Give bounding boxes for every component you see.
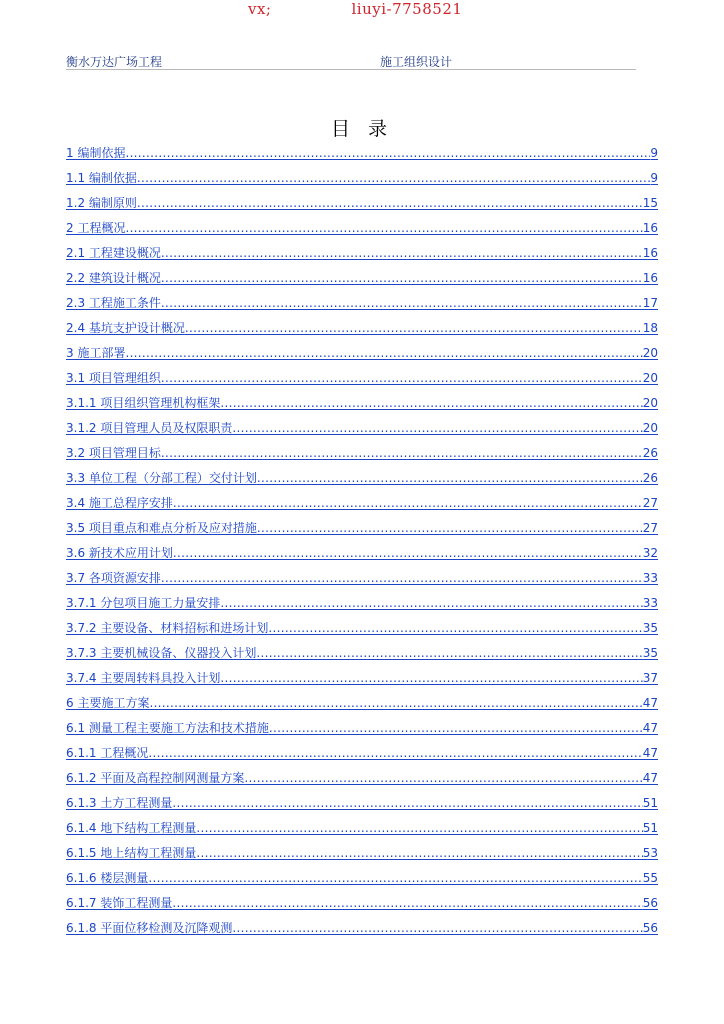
toc-entry-page: 26 bbox=[642, 446, 658, 460]
toc-entry-page: 15 bbox=[642, 196, 658, 210]
toc-leader-dots bbox=[125, 221, 642, 236]
toc-leader-dots bbox=[149, 696, 642, 711]
toc-entry[interactable] bbox=[66, 361, 658, 386]
toc-entry[interactable] bbox=[66, 136, 658, 161]
toc-entry-title: 2.4 基坑支护设计概况 bbox=[66, 321, 185, 335]
toc-entry-page: 32 bbox=[642, 546, 658, 560]
toc-entry-page: 35 bbox=[642, 621, 658, 635]
toc-entry-title: 6.1.1 工程概况 bbox=[66, 746, 149, 760]
toc-leader-dots bbox=[257, 521, 643, 536]
toc-entry[interactable] bbox=[66, 661, 658, 686]
toc-entry[interactable] bbox=[66, 836, 658, 861]
toc-entry[interactable] bbox=[66, 286, 658, 311]
toc-entry-page: 47 bbox=[642, 771, 658, 785]
toc-leader-dots bbox=[137, 196, 643, 211]
toc-leader-dots bbox=[244, 771, 642, 786]
toc-entry-page: 51 bbox=[642, 821, 658, 835]
toc-entry[interactable] bbox=[66, 511, 658, 536]
toc-entry-page: 9 bbox=[650, 146, 658, 160]
toc-entry-title: 1 编制依据 bbox=[66, 146, 126, 160]
toc-entry-page: 20 bbox=[642, 396, 658, 410]
toc-entry-page: 27 bbox=[642, 496, 658, 510]
toc-entry-title: 3.7.3 主要机械设备、仪器投入计划 bbox=[66, 646, 257, 660]
toc-entry[interactable] bbox=[66, 686, 658, 711]
toc-leader-dots bbox=[196, 821, 642, 836]
toc-leader-dots bbox=[161, 371, 643, 386]
toc-entry-title: 2.1 工程建设概况 bbox=[66, 246, 161, 260]
watermark-right: liuyi-7758521 bbox=[351, 0, 463, 18]
toc-entry-page: 16 bbox=[642, 221, 658, 235]
toc-entry-page: 18 bbox=[642, 321, 658, 335]
toc-entry-page: 47 bbox=[642, 696, 658, 710]
toc-entry-page: 56 bbox=[642, 921, 658, 935]
toc-entry[interactable] bbox=[66, 461, 658, 486]
toc-entry-title: 6 主要施工方案 bbox=[66, 696, 150, 710]
toc-entry-title: 6.1.6 楼层测量 bbox=[66, 871, 149, 885]
toc-entry[interactable] bbox=[66, 611, 658, 636]
toc-leader-dots bbox=[125, 146, 650, 161]
toc-entry[interactable] bbox=[66, 711, 658, 736]
toc-entry[interactable] bbox=[66, 911, 658, 936]
toc-entry[interactable] bbox=[66, 236, 658, 261]
toc-entry-page: 33 bbox=[642, 596, 658, 610]
toc-entry-page: 17 bbox=[642, 296, 658, 310]
toc-entry[interactable] bbox=[66, 436, 658, 461]
toc-entry-page: 33 bbox=[642, 571, 658, 585]
toc-entry-page: 16 bbox=[642, 271, 658, 285]
toc-entry[interactable] bbox=[66, 811, 658, 836]
toc-entry-title: 2.2 建筑设计概况 bbox=[66, 271, 161, 285]
watermark-left: vx; bbox=[248, 0, 272, 18]
toc-entry-title: 3.3 单位工程（分部工程）交付计划 bbox=[66, 471, 257, 485]
toc-leader-dots bbox=[125, 346, 642, 361]
toc-entry[interactable] bbox=[66, 636, 658, 661]
toc-leader-dots bbox=[232, 921, 642, 936]
toc-entry[interactable] bbox=[66, 211, 658, 236]
toc-entry-title: 3 施工部署 bbox=[66, 346, 126, 360]
toc-entry-title: 3.7 各项资源安排 bbox=[66, 571, 161, 585]
toc-entry[interactable] bbox=[66, 861, 658, 886]
toc-leader-dots bbox=[220, 671, 642, 686]
toc-entry-page: 20 bbox=[642, 346, 658, 360]
toc-entry-page: 35 bbox=[642, 646, 658, 660]
toc-entry-title: 6.1.7 装饰工程测量 bbox=[66, 896, 173, 910]
toc-entry[interactable] bbox=[66, 486, 658, 511]
toc-entry[interactable] bbox=[66, 561, 658, 586]
toc-leader-dots bbox=[173, 496, 643, 511]
toc-entry-title: 6.1.5 地上结构工程测量 bbox=[66, 846, 197, 860]
toc-entry-title: 3.1.1 项目组织管理机构框架 bbox=[66, 396, 221, 410]
toc-leader-dots bbox=[161, 246, 643, 261]
toc-entry-title: 3.6 新技术应用计划 bbox=[66, 546, 173, 560]
toc-entry[interactable] bbox=[66, 336, 658, 361]
toc-title: 目 录 bbox=[330, 118, 394, 140]
toc-entry-title: 1.2 编制原则 bbox=[66, 196, 137, 210]
toc-entry-title: 6.1.2 平面及高程控制网测量方案 bbox=[66, 771, 245, 785]
toc-leader-dots bbox=[269, 721, 643, 736]
toc-leader-dots bbox=[148, 871, 642, 886]
toc-entry-title: 1.1 编制依据 bbox=[66, 171, 137, 185]
toc-leader-dots bbox=[257, 471, 643, 486]
toc-entry-page: 27 bbox=[642, 521, 658, 535]
toc-entry-title: 2 工程概况 bbox=[66, 221, 126, 235]
toc-entry-page: 56 bbox=[642, 896, 658, 910]
toc-entry[interactable] bbox=[66, 586, 658, 611]
toc-entry-page: 20 bbox=[642, 421, 658, 435]
header-project-name: 衡水万达广场工程 bbox=[66, 55, 163, 69]
toc-entry-page: 26 bbox=[642, 471, 658, 485]
toc-entry[interactable] bbox=[66, 786, 658, 811]
toc-entry-title: 3.1.2 项目管理人员及权限职责 bbox=[66, 421, 233, 435]
toc-entry[interactable] bbox=[66, 411, 658, 436]
toc-entry-title: 3.7.1 分包项目施工力量安排 bbox=[66, 596, 221, 610]
toc-leader-dots bbox=[161, 296, 643, 311]
table-of-contents bbox=[66, 136, 658, 936]
toc-entry[interactable] bbox=[66, 736, 658, 761]
toc-entry-page: 55 bbox=[642, 871, 658, 885]
page-header bbox=[66, 52, 636, 70]
toc-entry-page: 47 bbox=[642, 721, 658, 735]
toc-leader-dots bbox=[173, 546, 643, 561]
toc-entry[interactable] bbox=[66, 536, 658, 561]
toc-entry-title: 3.7.2 主要设备、材料招标和进场计划 bbox=[66, 621, 269, 635]
toc-entry-page: 20 bbox=[642, 371, 658, 385]
toc-leader-dots bbox=[161, 271, 643, 286]
toc-entry-title: 3.2 项目管理目标 bbox=[66, 446, 161, 460]
toc-leader-dots bbox=[161, 446, 643, 461]
toc-entry[interactable] bbox=[66, 311, 658, 336]
toc-entry[interactable] bbox=[66, 761, 658, 786]
toc-leader-dots bbox=[268, 621, 642, 636]
toc-entry[interactable] bbox=[66, 886, 658, 911]
toc-entry[interactable] bbox=[66, 386, 658, 411]
header-document-type: 施工组织设计 bbox=[380, 55, 453, 69]
toc-entry[interactable] bbox=[66, 186, 658, 211]
toc-leader-dots bbox=[220, 396, 642, 411]
toc-entry-page: 16 bbox=[642, 246, 658, 260]
toc-entry-title: 6.1.4 地下结构工程测量 bbox=[66, 821, 197, 835]
toc-entry-title: 3.5 项目重点和难点分析及应对措施 bbox=[66, 521, 257, 535]
toc-entry-title: 3.4 施工总程序安排 bbox=[66, 496, 173, 510]
toc-leader-dots bbox=[196, 846, 642, 861]
toc-entry-title: 6.1.3 土方工程测量 bbox=[66, 796, 173, 810]
toc-entry-title: 6.1 测量工程主要施工方法和技术措施 bbox=[66, 721, 269, 735]
toc-entry-title: 3.7.4 主要周转料具投入计划 bbox=[66, 671, 221, 685]
toc-entry-page: 53 bbox=[642, 846, 658, 860]
toc-entry-page: 51 bbox=[642, 796, 658, 810]
toc-leader-dots bbox=[256, 646, 642, 661]
watermark bbox=[248, 0, 462, 18]
toc-entry-title: 6.1.8 平面位移检测及沉降观测 bbox=[66, 921, 233, 935]
toc-leader-dots bbox=[148, 746, 642, 761]
toc-entry-page: 37 bbox=[642, 671, 658, 685]
toc-entry-title: 2.3 工程施工条件 bbox=[66, 296, 161, 310]
toc-entry-page: 9 bbox=[650, 171, 658, 185]
toc-entry[interactable] bbox=[66, 261, 658, 286]
toc-entry[interactable] bbox=[66, 161, 658, 186]
toc-leader-dots bbox=[185, 321, 643, 336]
toc-leader-dots bbox=[220, 596, 642, 611]
toc-entry-page: 47 bbox=[642, 746, 658, 760]
toc-leader-dots bbox=[161, 571, 643, 586]
toc-leader-dots bbox=[232, 421, 642, 436]
toc-leader-dots bbox=[137, 171, 650, 186]
toc-leader-dots bbox=[172, 796, 642, 811]
toc-entry-title: 3.1 项目管理组织 bbox=[66, 371, 161, 385]
toc-leader-dots bbox=[172, 896, 642, 911]
